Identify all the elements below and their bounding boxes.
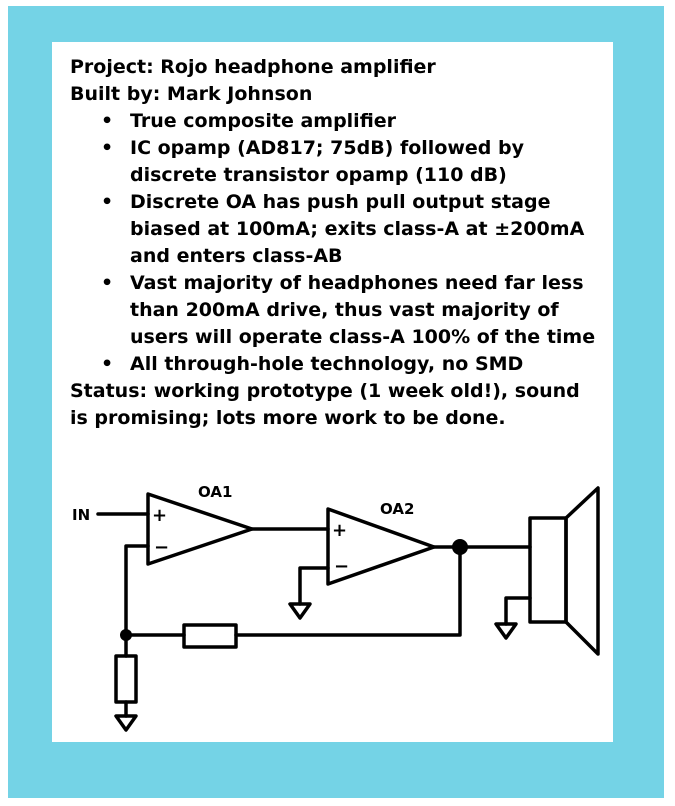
list-item-line: than 200mA drive, thus vast majority of [130, 299, 559, 321]
speaker-magnet [530, 518, 566, 622]
list-item-line: Discrete OA has push pull output stage [130, 191, 551, 213]
opamp1-minus-sign: − [154, 537, 170, 558]
output-junction-dot [452, 539, 468, 555]
bullet-icon: • [101, 272, 114, 294]
list-item [70, 189, 610, 270]
speaker-cone [566, 488, 598, 654]
project-title: Project: Rojo headphone amplifier [70, 56, 436, 78]
list-item-line: True composite amplifier [130, 110, 397, 132]
opamp2-plus-sign: + [332, 520, 348, 541]
list-item-line: biased at 100mA; exits class-A at ±200mA [130, 218, 585, 240]
list-item-line: IC opamp (AD817; 75dB) followed by [130, 137, 525, 159]
opamp2-ground-wire [300, 568, 328, 604]
feedback-junction-dot [120, 629, 132, 641]
bullet-icon: • [101, 191, 114, 213]
list-item-line: Vast majority of headphones need far less [130, 272, 584, 294]
ground-icon [290, 604, 310, 618]
feedback-wire-left [126, 546, 148, 635]
list-item [70, 135, 610, 189]
opamp2-label: OA2 [380, 500, 415, 518]
opamp1-label: OA1 [198, 483, 233, 501]
list-item [70, 270, 610, 351]
feature-list [70, 108, 610, 378]
list-item-line: discrete transistor opamp (110 dB) [130, 164, 507, 186]
bullet-icon: • [101, 353, 114, 375]
list-item-line: and enters class-AB [130, 245, 343, 267]
list-item [70, 351, 610, 378]
ground-icon [116, 716, 136, 730]
ground-resistor [116, 656, 136, 702]
list-item-line: users will operate class-A 100% of the time [130, 326, 596, 348]
built-by: Built by: Mark Johnson [70, 83, 313, 105]
status-line: Status: working prototype (1 week old!), sound [70, 380, 580, 402]
bullet-icon: • [101, 110, 114, 132]
list-item [70, 108, 610, 135]
input-label: IN [72, 506, 91, 524]
amplifier-schematic [60, 478, 620, 748]
bullet-icon: • [101, 137, 114, 159]
ground-icon [496, 624, 516, 638]
note-text [70, 54, 610, 432]
list-item-line: All through-hole technology, no SMD [130, 353, 524, 375]
opamp2-minus-sign: − [334, 556, 350, 577]
status-line: is promising; lots more work to be done. [70, 407, 506, 429]
speaker-ground-wire [506, 598, 530, 624]
feedback-resistor [184, 625, 236, 647]
opamp1-plus-sign: + [152, 505, 168, 526]
